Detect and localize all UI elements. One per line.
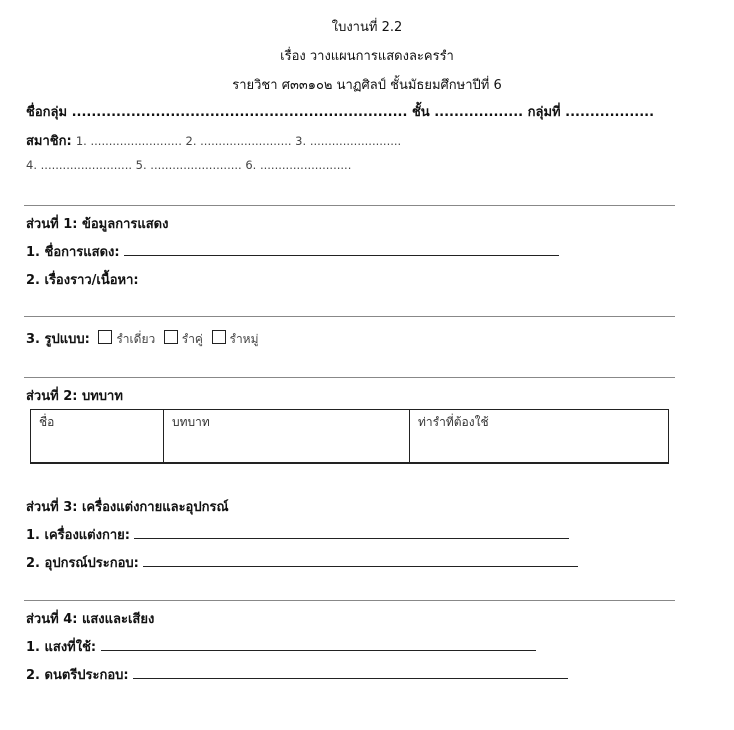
group-name-field[interactable]: .................................................................... bbox=[71, 105, 408, 120]
story-label: 2. เรื่องราว/เนื้อหา: bbox=[26, 273, 139, 288]
checkbox-pair[interactable] bbox=[164, 330, 178, 344]
props-field[interactable] bbox=[143, 554, 578, 567]
music-row bbox=[26, 664, 568, 685]
column-name-cell[interactable]: ชื่อ bbox=[31, 410, 164, 464]
show-name-field[interactable] bbox=[124, 243, 559, 256]
members-row-2 bbox=[26, 158, 351, 173]
lighting-label: 1. แสงที่ใช้: bbox=[26, 640, 97, 655]
worksheet-number: ใบงานที่ 2.2 bbox=[331, 20, 403, 35]
costume-row bbox=[26, 524, 569, 545]
group-number-field[interactable]: .................. bbox=[565, 105, 655, 120]
option-group: รำหมู่ bbox=[229, 332, 259, 346]
class-label: ชั้น bbox=[411, 105, 430, 120]
checkbox-group[interactable] bbox=[212, 330, 226, 344]
show-name-label: 1. ชื่อการแสดง: bbox=[26, 245, 120, 260]
costume-field[interactable] bbox=[134, 526, 569, 539]
option-pair: รำคู่ bbox=[181, 332, 203, 346]
show-name-row bbox=[26, 241, 559, 262]
costume-label: 1. เครื่องแต่งกาย: bbox=[26, 528, 130, 543]
divider bbox=[24, 377, 675, 378]
class-field[interactable]: .................. bbox=[434, 105, 524, 120]
group-info-row bbox=[26, 101, 654, 122]
column-dance-moves-cell[interactable]: ท่ารำที่ต้องใช้ bbox=[410, 410, 669, 464]
music-label: 2. ดนตรีประกอบ: bbox=[26, 668, 129, 683]
section-1-heading: ส่วนที่ 1: ข้อมูลการแสดง bbox=[26, 217, 169, 232]
members-fields-1[interactable]: 1. ......................... 2. ......................... 3. ......................... bbox=[75, 134, 402, 148]
column-role-cell[interactable]: บทบาท bbox=[164, 410, 410, 464]
members-fields-2[interactable]: 4. ......................... 5. ......................... 6. ......................... bbox=[26, 158, 352, 172]
format-row bbox=[26, 328, 259, 349]
props-row bbox=[26, 552, 578, 573]
divider bbox=[24, 316, 675, 317]
format-label: 3. รูปแบบ: bbox=[26, 332, 90, 347]
option-solo: รำเดี่ยว bbox=[116, 332, 156, 346]
group-name-label: ชื่อกลุ่ม bbox=[26, 105, 68, 120]
worksheet-subject: เรื่อง วางแผนการแสดงละครรำ bbox=[280, 49, 454, 64]
course-line: รายวิชา ศ๓๓๑๐๒ นาฏศิลป์ ชั้นมัธยมศึกษาปีที่ 6 bbox=[232, 78, 502, 93]
members-label: สมาชิก: bbox=[26, 134, 72, 149]
divider bbox=[24, 600, 675, 601]
group-number-label: กลุ่มที่ bbox=[527, 105, 561, 120]
lighting-field[interactable] bbox=[101, 638, 536, 651]
divider bbox=[24, 205, 675, 206]
table-row bbox=[31, 410, 669, 464]
section-3-heading: ส่วนที่ 3: เครื่องแต่งกายและอุปกรณ์ bbox=[26, 500, 229, 515]
checkbox-solo[interactable] bbox=[98, 330, 112, 344]
section-4-heading: ส่วนที่ 4: แสงและเสียง bbox=[26, 612, 155, 627]
members-row-1 bbox=[26, 130, 401, 151]
roles-table bbox=[30, 409, 669, 464]
section-2-heading: ส่วนที่ 2: บทบาท bbox=[26, 389, 123, 404]
props-label: 2. อุปกรณ์ประกอบ: bbox=[26, 556, 139, 571]
lighting-row bbox=[26, 636, 536, 657]
music-field[interactable] bbox=[133, 666, 568, 679]
